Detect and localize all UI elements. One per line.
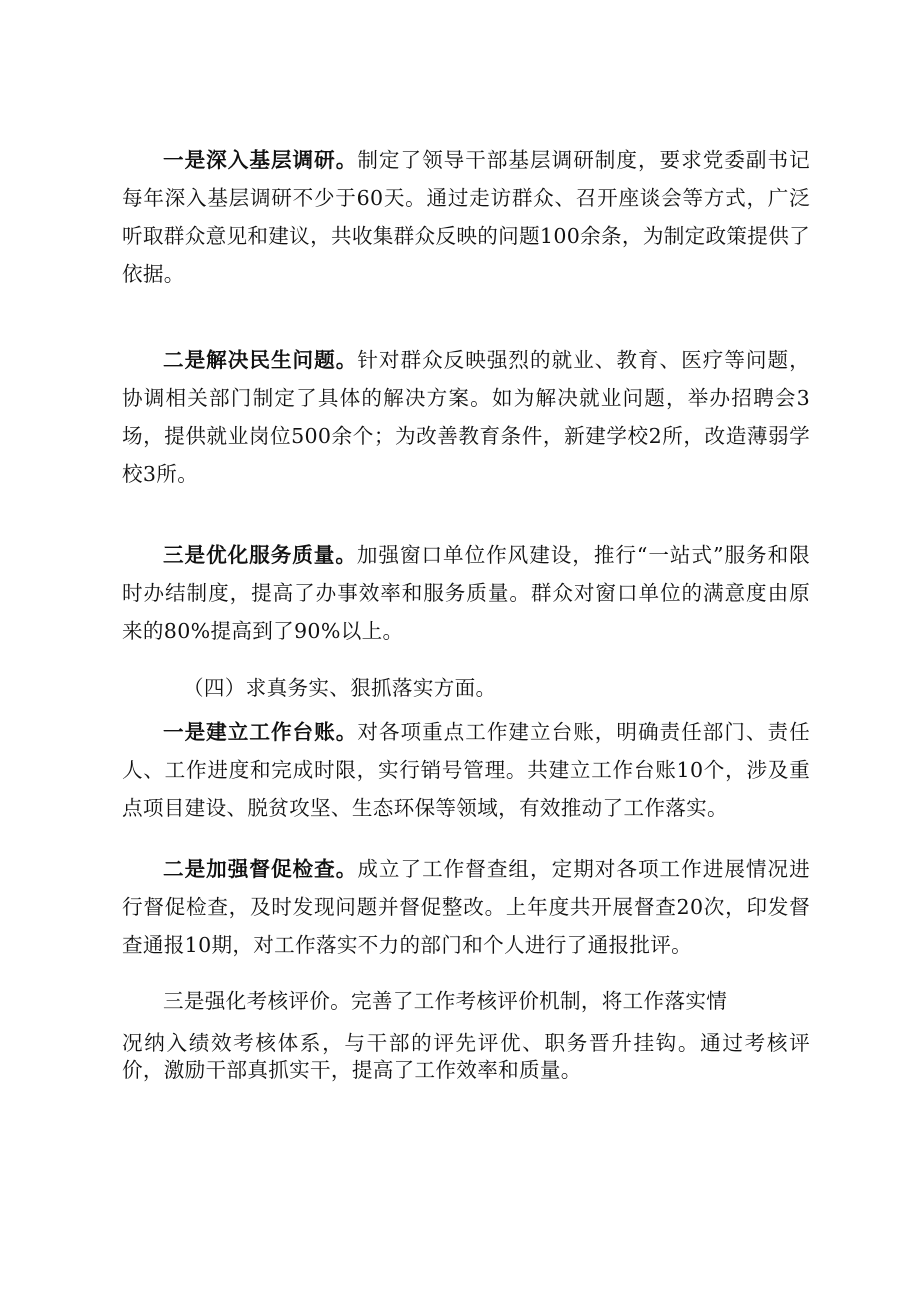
- paragraph-continuation: 况纳入绩效考核体系，与干部的评先评优、职务晋升挂钩。通过考核评价，激励干部真抓实干，提高了工作效率和质量。: [122, 1031, 810, 1082]
- paragraph-lead: 二是解决民生问题。: [163, 348, 358, 372]
- paragraph-livelihood: [122, 341, 810, 493]
- paragraph-body: 针对群众反映强烈的就业、教育、医疗等问题，协调相关部门制定了具体的解决方案。如为解决就业问题，举办招聘会3场，提供就业岗位500余个；为改善教育条件，新建学校2所，改造薄弱学校3所。: [122, 348, 810, 486]
- paragraph-deep-research: [122, 141, 810, 293]
- paragraph-body: 制定了领导干部基层调研制度，要求党委副书记每年深入基层调研不少于60天。通过走访群众、召开座谈会等方式，广泛听取群众意见和建议，共收集群众反映的问题100余条，为制定政策提供了依据。: [122, 148, 810, 286]
- paragraph-supervision: [122, 850, 810, 964]
- paragraph-first-line: 三是强化考核评价。完善了工作考核评价机制，将工作落实情: [163, 989, 728, 1013]
- paragraph-lead: 三是优化服务质量。: [163, 543, 357, 567]
- paragraph-body: 加强窗口单位作风建设，推行“一站式”服务和限时办结制度，提高了办事效率和服务质量。群众对窗口单位的满意度由原来的80%提高到了90%以上。: [122, 543, 810, 643]
- paragraph-body: 对各项重点工作建立台账，明确责任部门、责任人、工作进度和完成时限，实行销号管理。共建立工作台账10个，涉及重点项目建设、脱贫攻坚、生态环保等领域，有效推动了工作落实。: [122, 720, 810, 820]
- paragraph-service-quality: [122, 536, 810, 650]
- paragraph-work-ledger: [122, 713, 810, 827]
- paragraph-assessment: [122, 987, 810, 1084]
- paragraph-body: 成立了工作督查组，定期对各项工作进展情况进行督促检查，及时发现问题并督促整改。上年度共开展督查20次，印发督查通报10期，对工作落实不力的部门和个人进行了通报批评。: [122, 857, 810, 957]
- paragraph-lead: 一是建立工作台账。: [163, 720, 358, 744]
- section-heading: （四）求真务实、狠抓落实方面。: [183, 676, 497, 700]
- paragraph-lead: 一是深入基层调研。: [163, 148, 358, 172]
- paragraph-lead: 二是加强督促检查。: [163, 857, 358, 881]
